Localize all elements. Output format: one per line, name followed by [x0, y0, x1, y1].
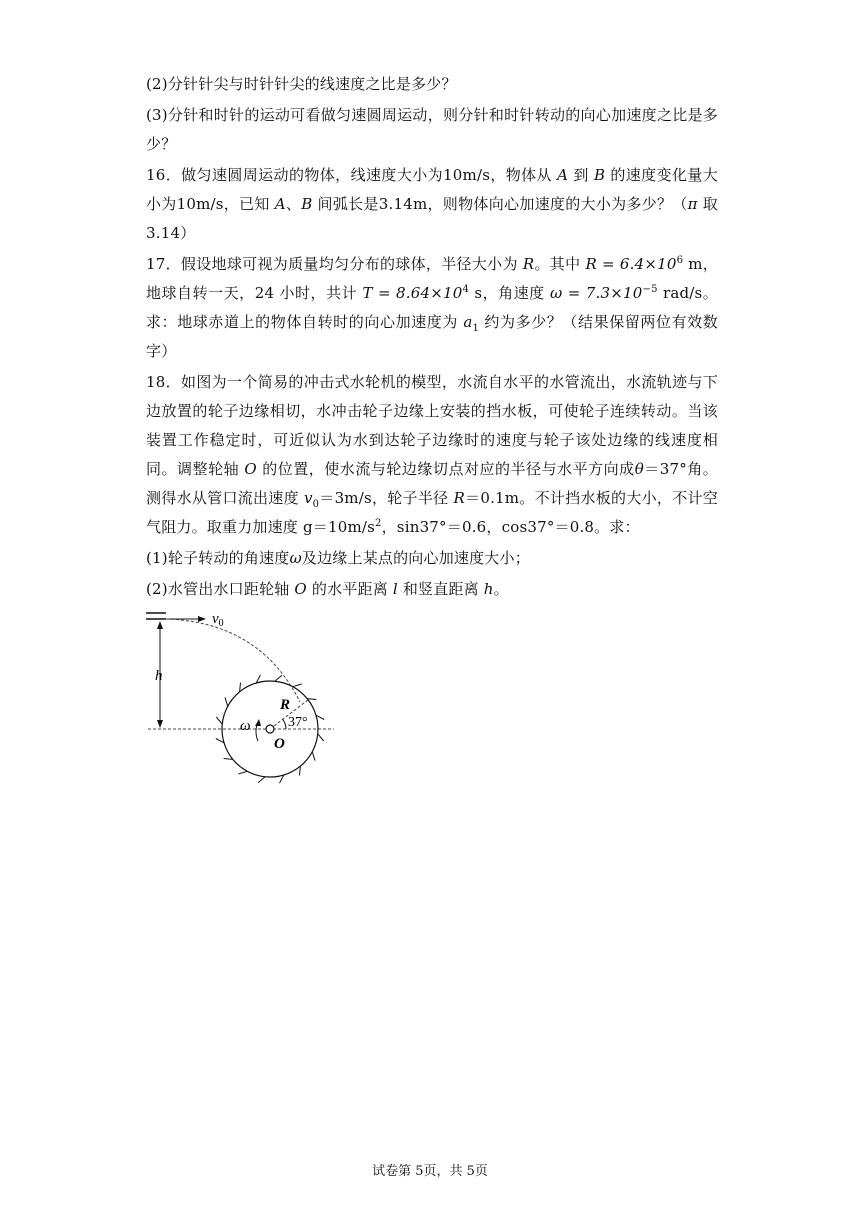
wheel-blade — [240, 683, 241, 692]
question-content — [146, 70, 718, 604]
q17-number: 17． — [146, 255, 181, 273]
q15-part2: (2)分针针尖与时针针尖的线速度之比是多少？ — [146, 75, 457, 93]
rotation-arrow-head — [255, 719, 261, 726]
h-arrow-bottom — [157, 720, 163, 728]
wheel-blade — [312, 752, 315, 761]
omega-label: ω — [240, 718, 251, 734]
wheel-blade — [224, 759, 233, 760]
axle — [266, 725, 274, 733]
wheel-blade — [238, 771, 247, 774]
wheel-blade — [258, 777, 265, 783]
angle-arc — [283, 719, 286, 729]
page-footer: 试卷第 5页，共 5页 — [372, 1164, 488, 1179]
wheel-blade — [300, 766, 301, 775]
velocity-arrow-head — [198, 616, 206, 622]
q18-subquestion-1: (1)轮子转动的角速度ω及边缘上某点的向心加速度大小； — [146, 549, 530, 567]
wheel-blade — [318, 734, 324, 741]
R-label: R — [280, 697, 291, 713]
question-17: 17．假设地球可视为质量均匀分布的球体，半径大小为 R。其中 $R = 6.4\times 10^6$ m，地球自转一天，24 小时，共计 $T = 8.64\times 10^4$ s，角速度 $\omega = 7.3\times 10^{-5}$ rad/s。求：地球赤道上的物体自转时的向心加速度为 $a_1$ 约为多少？（结果保留两位有效数字） — [146, 255, 718, 360]
wheel-blade — [293, 684, 302, 687]
wheel-blade — [216, 717, 222, 724]
question-18: 18．如图为一个简易的冲击式水轮机的模型，水流自水平的水管流出，水流轨迹与下边放置的轮子边缘相切，水冲击轮子边缘上安装的挡水板，可使轮子连续转动。当该装置工作稳定时，可近似认为水到达轮子边缘时的速度与轮子该处边缘的线速度相同。调整轮轴 O 的位置，使水流与轮边缘切点对应的半径与水平方向成θ＝37°角。测得水从管口流出速度 $v_0=3m/s$，轮子半径 R＝0.1m。不计挡水板的大小，不计空气阻力。取重力加速度 $g=10m/s^2$，sin37°＝0.6，cos37°＝0.8。求： — [146, 373, 719, 536]
h-arrow-top — [157, 621, 163, 629]
q18-number: 18． — [146, 373, 181, 391]
h-label: h — [155, 668, 163, 684]
angle-label: 37° — [288, 715, 308, 730]
wheel-blade — [225, 697, 228, 706]
water-trajectory — [166, 619, 300, 702]
wheel-blade — [307, 699, 316, 700]
q18-subquestion-2: (2)水管出水口距轮轴 O 的水平距离 l 和竖直距离 h。 — [146, 580, 509, 598]
wheel-blade — [275, 675, 282, 681]
O-label: O — [274, 736, 285, 752]
q15-part3: (3)分针和时针的运动可看做匀速圆周运动，则分针和时针转动的向心加速度之比是多少？ — [146, 106, 718, 153]
water-wheel-figure — [140, 600, 340, 790]
v0-label: $v_0$ — [212, 611, 224, 629]
question-16: 16．做匀速圆周运动的物体，线速度大小为10m/s，物体从 A 到 B 的速度变化量大小为10m/s，已知 A、B 间弧长是3.14m，则物体向心加速度的大小为多少？（π 取 3.14） — [146, 166, 719, 242]
q16-number: 16． — [146, 166, 182, 184]
